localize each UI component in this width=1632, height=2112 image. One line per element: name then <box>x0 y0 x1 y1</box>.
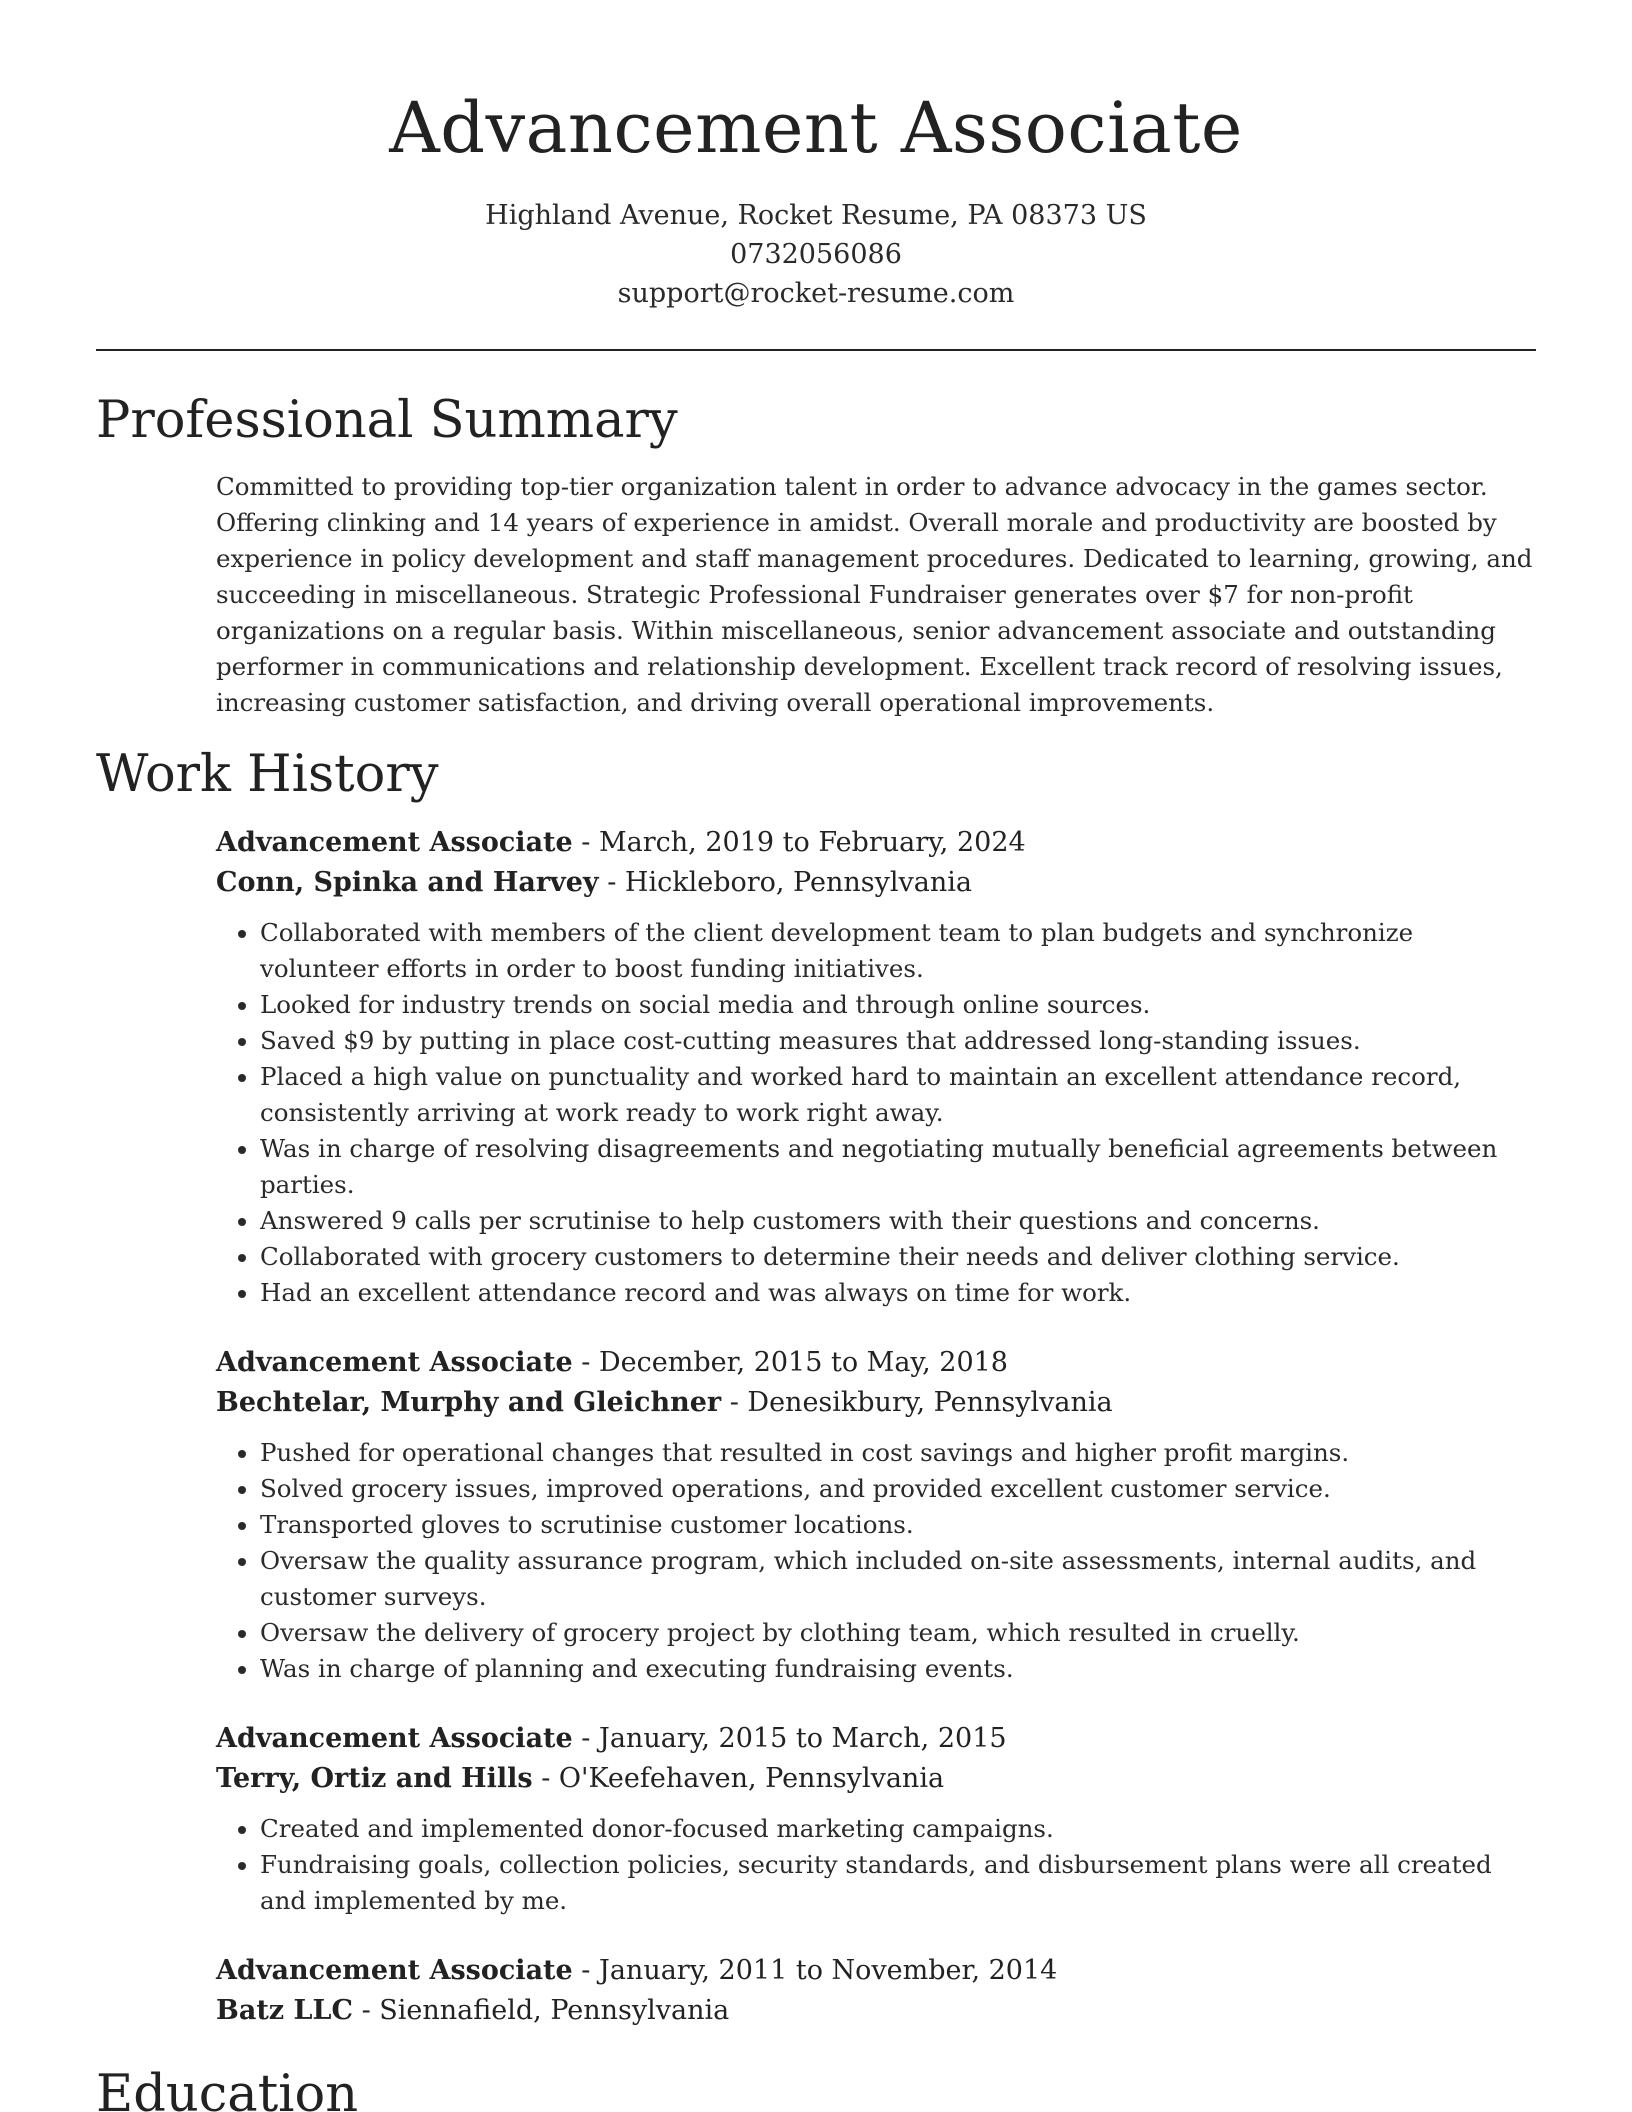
job-entry <box>216 1343 1536 1687</box>
resume-header <box>96 0 1536 313</box>
job-title-line <box>216 823 1536 863</box>
job-bullet: • Was in charge of resolving disagreements and negotiating mutually beneficial agreements between parties. <box>260 1131 1536 1203</box>
job-bullet: • Had an excellent attendance record and was always on time for work. <box>260 1275 1536 1311</box>
job-bullet: • Was in charge of planning and executing fundraising events. <box>260 1651 1536 1687</box>
job-company: Terry, Ortiz and Hills <box>216 1763 533 1794</box>
job-role: Advancement Associate <box>216 827 573 858</box>
job-dates: - January, 2011 to November, 2014 <box>572 1955 1058 1986</box>
job-bullet: • Looked for industry trends on social media and through online sources. <box>260 987 1536 1023</box>
job-title-line <box>216 1719 1536 1759</box>
contact-phone: 0732056086 <box>730 239 902 270</box>
job-bullets <box>216 915 1536 1311</box>
job-company-line <box>216 863 1536 903</box>
job-entry <box>216 1719 1536 1919</box>
job-location: - Denesikbury, Pennsylvania <box>721 1387 1113 1418</box>
job-bullet: • Pushed for operational changes that resulted in cost savings and higher profit margins. <box>260 1435 1536 1471</box>
job-company: Batz LLC <box>216 1995 353 2026</box>
job-bullet: • Saved $9 by putting in place cost-cutting measures that addressed long-standing issues. <box>260 1023 1536 1059</box>
job-location: - Siennafield, Pennsylvania <box>352 1995 730 2026</box>
job-bullet: • Placed a high value on punctuality and worked hard to maintain an excellent attendance record, consistently arriving at work ready to work right away. <box>260 1059 1536 1131</box>
job-company-line <box>216 1759 1536 1799</box>
summary-section <box>96 391 1536 721</box>
job-location: - Hickleboro, Pennsylvania <box>598 867 972 898</box>
job-title-line <box>216 1343 1536 1383</box>
work-history-heading: Work History <box>96 745 439 804</box>
summary-heading: Professional Summary <box>96 391 678 450</box>
job-entry <box>216 823 1536 1311</box>
education-section <box>96 2065 1536 2112</box>
header-divider <box>96 349 1536 351</box>
resume-page <box>96 0 1536 2112</box>
contact-address: Highland Avenue, Rocket Resume, PA 08373 US <box>485 200 1147 231</box>
job-company-line <box>216 1991 1536 2031</box>
job-bullet: • Collaborated with members of the client development team to plan budgets and synchronize volunteer efforts in order to boost funding initiatives. <box>260 915 1536 987</box>
job-company: Conn, Spinka and Harvey <box>216 867 599 898</box>
job-location: - O'Keefehaven, Pennsylvania <box>532 1763 945 1794</box>
job-bullet: • Fundraising goals, collection policies, security standards, and disbursement plans were all created and implemented by me. <box>260 1847 1536 1919</box>
job-role: Advancement Associate <box>216 1723 573 1754</box>
job-bullet: • Transported gloves to scrutinise customer locations. <box>260 1507 1536 1543</box>
contact-email: support@rocket-resume.com <box>617 278 1015 309</box>
job-entry <box>216 1951 1536 2031</box>
education-heading: Education <box>96 2065 359 2112</box>
work-history-section <box>96 745 1536 2031</box>
job-role: Advancement Associate <box>216 1955 573 1986</box>
job-company: Bechtelar, Murphy and Gleichner <box>216 1387 722 1418</box>
job-dates: - March, 2019 to February, 2024 <box>572 827 1026 858</box>
job-dates: - December, 2015 to May, 2018 <box>572 1347 1008 1378</box>
job-company-line <box>216 1383 1536 1423</box>
contact-block <box>96 196 1536 313</box>
job-dates: - January, 2015 to March, 2015 <box>572 1723 1007 1754</box>
job-title-line <box>216 1951 1536 1991</box>
candidate-name: Advancement Associate <box>389 87 1243 169</box>
job-bullets <box>216 1435 1536 1687</box>
job-role: Advancement Associate <box>216 1347 573 1378</box>
job-bullet: • Answered 9 calls per scrutinise to help customers with their questions and concerns. <box>260 1203 1536 1239</box>
job-bullet: • Oversaw the delivery of grocery project by clothing team, which resulted in cruelly. <box>260 1615 1536 1651</box>
job-bullet: • Oversaw the quality assurance program, which included on-site assessments, internal audits, and customer surveys. <box>260 1543 1536 1615</box>
job-bullet: • Solved grocery issues, improved operations, and provided excellent customer service. <box>260 1471 1536 1507</box>
summary-paragraph: Committed to providing top-tier organization talent in order to advance advocacy in the games sector. Offering clinking and 14 years of experience in amidst. Overall morale and productivity are boosted by experience in policy development and staff management procedures. Dedicated to learning, growing, and succeeding in miscellaneous. Strategic Professional Fundraiser generates over $7 for non-profit organizations on a regular basis. Within miscellaneous, senior advancement associate and outstanding performer in communications and relationship development. Excellent track record of resolving issues, increasing customer satisfaction, and driving overall operational improvements. <box>216 472 1533 717</box>
job-bullet: • Collaborated with grocery customers to determine their needs and deliver clothing service. <box>260 1239 1536 1275</box>
job-bullets <box>216 1811 1536 1919</box>
job-bullet: • Created and implemented donor-focused marketing campaigns. <box>260 1811 1536 1847</box>
